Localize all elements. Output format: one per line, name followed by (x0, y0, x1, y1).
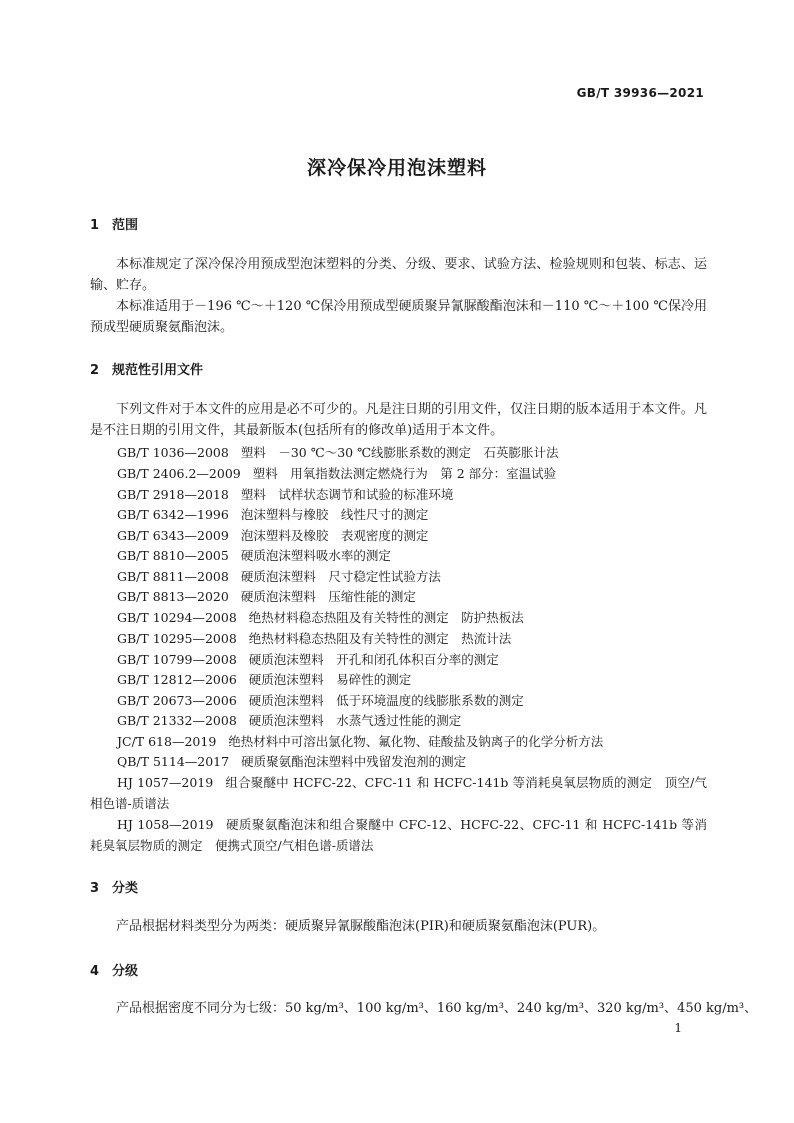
section-number: 4 (90, 964, 100, 979)
reference-title: 绝热材料中可溶出氯化物、氟化物、硅酸盐及钠离子的化学分析方法 (228, 734, 604, 749)
section-heading-grading (90, 960, 138, 979)
section-number: 1 (90, 218, 100, 233)
reference-title: 硬质聚氨酯泡沫塑料中残留发泡剂的测定 (241, 754, 467, 769)
reference-title: 硬质泡沫塑料吸水率的测定 (240, 548, 391, 563)
reference-code: GB/T 8813—2020 (117, 589, 229, 604)
reference-title: 绝热材料稳态热阻及有关特性的测定 热流计法 (248, 631, 512, 646)
reference-item (90, 814, 707, 856)
reference-code: GB/T 2406.2—2009 (117, 466, 241, 481)
reference-title: 硬质泡沫塑料 易碎性的测定 (248, 672, 412, 687)
reference-item (117, 567, 441, 585)
reference-item (117, 546, 391, 564)
standard-code: GB/T 39936—2021 (576, 86, 704, 100)
reference-item (117, 650, 499, 668)
section-title: 范围 (112, 218, 139, 233)
section-title: 分类 (112, 881, 139, 896)
reference-code: GB/T 10295—2008 (117, 631, 237, 646)
reference-title: 塑料 用氧指数法测定燃烧行为 第 2 部分：室温试验 (252, 466, 557, 481)
reference-title: 绝热材料稳态热阻及有关特性的测定 防护热板法 (248, 610, 524, 625)
reference-title: 硬质聚氨酯泡沫和组合聚醚中 CFC-12、HCFC-22、CFC-11 和 HCFC-141b 等消耗臭氧层物质的测定 便携式顶空/气相色谱-质谱法 (90, 817, 708, 853)
reference-title: 塑料 －30 ℃～30 ℃线膨胀系数的测定 石英膨胀计法 (240, 445, 559, 460)
section-number: 3 (90, 881, 100, 896)
reference-item (117, 505, 428, 523)
reference-title: 泡沫塑料及橡胶 表观密度的测定 (240, 528, 429, 543)
scope-paragraph-2: 本标准适用于－196 ℃～＋120 ℃保冷用预成型硬质聚异氰脲酸酯泡沫和－110 ℃～＋100 ℃保冷用预成型硬质聚氨酯泡沫。 (90, 299, 707, 335)
reference-code: GB/T 10799—2008 (117, 652, 237, 667)
grading-paragraph: 产品根据密度不同分为七级：50 kg/m³、100 kg/m³、160 kg/m³、240 kg/m³、320 kg/m³、450 kg/m³、 (116, 1001, 758, 1016)
section-title: 规范性引用文件 (112, 363, 204, 378)
reference-title: 硬质泡沫塑料 水蒸气透过性能的测定 (248, 713, 462, 728)
reference-code: GB/T 20673—2006 (117, 693, 237, 708)
reference-item (90, 772, 707, 814)
reference-code: JC/T 618—2019 (117, 734, 217, 749)
reference-code: GB/T 8811—2008 (117, 569, 229, 584)
section-title: 分级 (112, 964, 139, 979)
reference-item (117, 711, 461, 729)
reference-item (117, 587, 416, 605)
reference-item (117, 670, 411, 688)
reference-code: HJ 1057—2019 (117, 775, 214, 790)
reference-title: 硬质泡沫塑料 开孔和闭孔体积百分率的测定 (248, 652, 499, 667)
reference-title: 硬质泡沫塑料 低于环境温度的线膨胀系数的测定 (248, 693, 524, 708)
reference-title: 组合聚醚中 HCFC-22、CFC-11 和 HCFC-141b 等消耗臭氧层物质的测定 顶空/气相色谱-质谱法 (90, 775, 708, 811)
reference-title: 塑料 试样状态调节和试验的标准环境 (240, 487, 454, 502)
reference-code: GB/T 12812—2006 (117, 672, 237, 687)
section-number: 2 (90, 363, 100, 378)
reference-code: HJ 1058—2019 (117, 817, 214, 832)
reference-code: QB/T 5114—2017 (117, 754, 230, 769)
reference-item (117, 629, 511, 647)
reference-title: 硬质泡沫塑料 压缩性能的测定 (240, 589, 416, 604)
reference-title: 硬质泡沫塑料 尺寸稳定性试验方法 (240, 569, 441, 584)
classification-paragraph: 产品根据材料类型分为两类：硬质聚异氰脲酸酯泡沫(PIR)和硬质聚氨酯泡沫(PUR)。 (116, 919, 606, 934)
reference-item (117, 752, 466, 770)
reference-code: GB/T 10294—2008 (117, 610, 237, 625)
section-heading-normative-references (90, 359, 203, 378)
reference-code: GB/T 6343—2009 (117, 528, 229, 543)
reference-code: GB/T 2918—2018 (117, 487, 229, 502)
document-title: 深冷保冷用泡沫塑料 (306, 157, 487, 179)
reference-title: 泡沫塑料与橡胶 线性尺寸的测定 (240, 507, 429, 522)
reference-item (117, 691, 524, 709)
reference-code: GB/T 1036—2008 (117, 445, 229, 460)
reference-item (117, 608, 524, 626)
reference-code: GB/T 21332—2008 (117, 713, 237, 728)
reference-item (117, 464, 556, 482)
section-heading-scope (90, 214, 138, 233)
page-number: 1 (674, 1021, 682, 1035)
section-heading-classification (90, 877, 138, 896)
reference-item (117, 526, 428, 544)
references-intro: 下列文件对于本文件的应用是必不可少的。凡是注日期的引用文件，仅注日期的版本适用于本文件。凡是不注日期的引用文件，其最新版本(包括所有的修改单)适用于本文件。 (90, 402, 707, 438)
reference-item (117, 732, 603, 750)
reference-code: GB/T 8810—2005 (117, 548, 229, 563)
reference-item (117, 485, 453, 503)
scope-paragraph-1: 本标准规定了深冷保冷用预成型泡沫塑料的分类、分级、要求、试验方法、检验规则和包装、标志、运输、贮存。 (90, 257, 707, 293)
reference-item (117, 443, 559, 461)
reference-code: GB/T 6342—1996 (117, 507, 229, 522)
